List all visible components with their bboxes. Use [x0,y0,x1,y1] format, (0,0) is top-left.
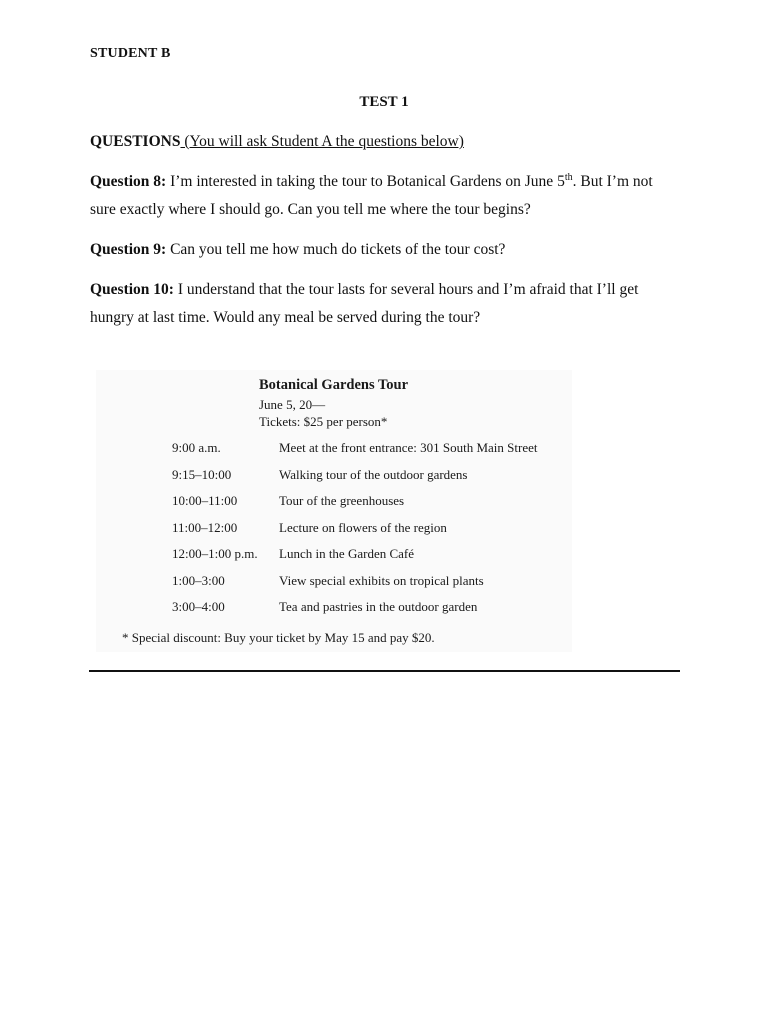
schedule-row [96,440,572,467]
schedule-footnote: * Special discount: Buy your ticket by May 15 and pay $20. [122,630,435,645]
schedule-time: 11:00–12:00 [172,519,238,535]
question-9-label: Question 9: [90,241,167,258]
question-10-text: I understand that the tour lasts for several hours and I’m afraid that I’ll get hungry at last time. Would any meal be served during the tour? [90,281,639,326]
schedule-row [96,546,572,573]
questions-heading [90,133,464,151]
schedule-time: 10:00–11:00 [172,493,238,508]
schedule-activity: View special exhibits on tropical plants [279,572,484,588]
question-9 [90,236,680,264]
schedule-row [96,599,572,626]
questions-heading-note: (You will ask Student A the questions below) [180,133,464,150]
schedule-row [96,520,572,547]
question-8-text-end: . But I’m not sure exactly where I should go. Can you tell me where the tour begins? [90,173,653,218]
schedule-rows [96,440,572,626]
schedule-time: 1:00–3:00 [172,572,225,588]
schedule-activity: Tea and pastries in the outdoor garden [279,599,478,614]
schedule-time: 3:00–4:00 [172,599,225,614]
question-8-label: Question 8: [90,173,167,190]
questions-heading-label: QUESTIONS [90,133,181,150]
schedule-tickets: Tickets: $25 per person* [259,414,388,429]
question-8-sup: th [564,171,573,183]
tour-schedule-image [96,370,572,652]
question-8-text: I’m interested in taking the tour to Botanical Gardens on June 5 [166,173,565,190]
test-title: TEST 1 [359,94,409,110]
schedule-activity: Tour of the greenhouses [279,493,405,508]
schedule-title: Botanical Gardens Tour [259,377,409,393]
schedule-row [96,493,572,520]
schedule-activity: Meet at the front entrance: 301 South Main Street [279,440,538,455]
student-label: STUDENT B [90,46,171,61]
question-10-label: Question 10: [90,281,174,298]
question-8 [90,168,680,224]
schedule-row [96,573,572,600]
question-10 [90,276,680,332]
schedule-date: June 5, 20— [259,397,326,412]
schedule-row [96,467,572,494]
schedule-time: 12:00–1:00 p.m. [172,546,258,561]
schedule-activity: Lunch in the Garden Café [279,546,415,561]
schedule-activity: Walking tour of the outdoor gardens [279,466,468,482]
horizontal-rule [89,670,680,672]
schedule-time: 9:00 a.m. [172,440,221,455]
question-9-text: Can you tell me how much do tickets of the tour cost? [166,241,506,258]
schedule-activity: Lecture on flowers of the region [279,519,447,535]
schedule-time: 9:15–10:00 [172,466,232,482]
